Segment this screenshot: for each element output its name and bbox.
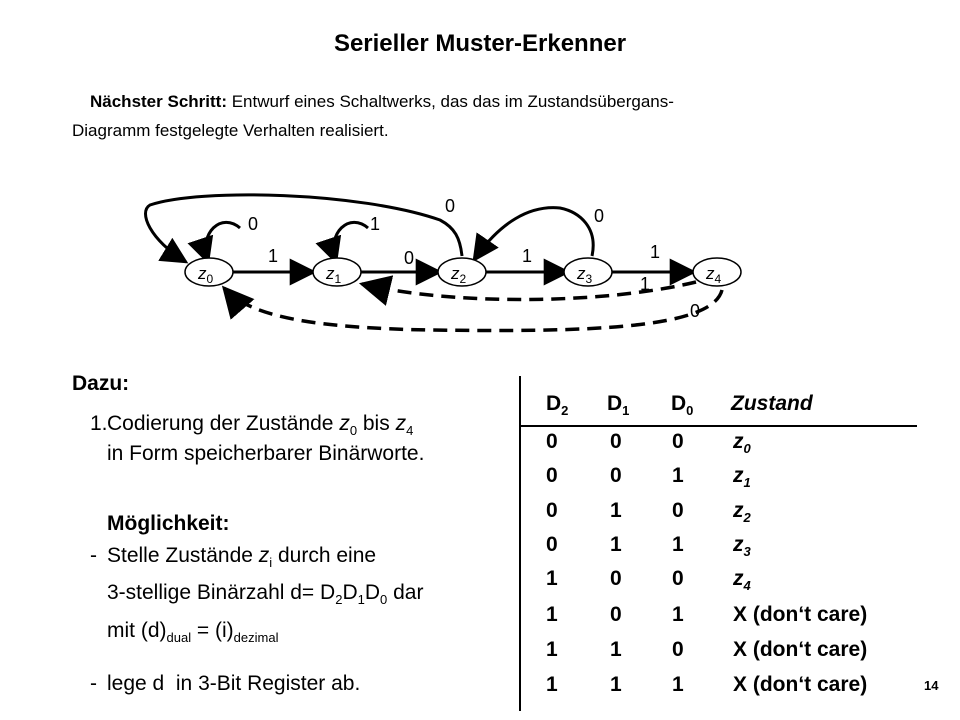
- table-cell: 0: [672, 430, 684, 453]
- state-label-z3: $z_3$: [577, 264, 593, 286]
- table-cell: $z_4$: [733, 567, 751, 594]
- intro-text-1: Entwurf eines Schaltwerks, das das im Zustandsübergans-: [231, 92, 674, 111]
- table-cell: 0: [610, 464, 622, 487]
- edge-z2-z0: [146, 195, 463, 262]
- table-cell: $z_2$: [733, 499, 751, 526]
- intro-label: Nächster Schritt:: [90, 92, 227, 111]
- edge-z1-z1: [334, 222, 368, 262]
- table-cell: 0: [672, 638, 684, 661]
- state-label-z4: $z_4$: [706, 264, 722, 286]
- state-transition-diagram: [0, 0, 960, 340]
- table-cell: 1: [546, 567, 558, 590]
- page-title: Serieller Muster-Erkenner: [333, 30, 627, 57]
- header-zustand: Zustand: [731, 392, 813, 415]
- table-cell: 0: [672, 567, 684, 590]
- table-cell: 1: [672, 464, 684, 487]
- header-d2: $D_2$: [546, 392, 569, 419]
- state-label-z2: $z_2$: [451, 264, 467, 286]
- table-cell: 1: [546, 673, 558, 696]
- table-cell: 1: [610, 638, 622, 661]
- moeglichkeit-heading: Möglichkeit:: [107, 512, 230, 535]
- edge-label-z2-z0: 0: [445, 196, 456, 216]
- item1-number: 1.: [90, 412, 108, 435]
- table-cell: $z_3$: [733, 533, 751, 560]
- table-cell: 1: [546, 603, 558, 626]
- header-d0: $D_0$: [671, 392, 694, 419]
- bullet1-line1: Stelle Zustände $z_i$ durch eine: [107, 544, 377, 571]
- table-cell: $z_0$: [733, 430, 751, 457]
- table-cell: X (don‘t care): [733, 638, 868, 661]
- table-header-line: [519, 425, 917, 427]
- table-cell: 0: [610, 603, 622, 626]
- edge-label-z3-z4: 1: [650, 242, 661, 262]
- dazu-heading: Dazu:: [72, 372, 130, 395]
- table-cell: 0: [546, 464, 558, 487]
- edge-z3-z2: [474, 208, 593, 260]
- edge-label-z0-z0: 0: [248, 214, 259, 234]
- edge-label-z2-z3: 1: [522, 246, 533, 266]
- table-cell: 0: [546, 533, 558, 556]
- header-d1: $D_1$: [607, 392, 630, 419]
- table-cell: 0: [610, 567, 622, 590]
- table-cell: X (don‘t care): [733, 673, 868, 696]
- bullet-dash-1: -: [90, 544, 97, 567]
- edge-label-z3-z2: 0: [594, 206, 605, 226]
- state-label-z0: $z_0$: [198, 264, 214, 286]
- edge-label-z0-z1: 1: [268, 246, 279, 266]
- table-cell: X (don‘t care): [733, 603, 868, 626]
- table-cell: 0: [610, 430, 622, 453]
- state-label-z1: $z_1$: [326, 264, 342, 286]
- edge-label-z1-z1: 1: [370, 214, 381, 234]
- table-cell: 0: [672, 499, 684, 522]
- table-cell: 1: [672, 533, 684, 556]
- table-cell: 0: [546, 499, 558, 522]
- table-cell: $z_1$: [733, 464, 751, 491]
- page-number: 14: [924, 678, 939, 693]
- edge-label-z1-z2: 0: [404, 248, 415, 268]
- item1-line1: Codierung der Zustände $z_0$ bis $z_4$: [107, 412, 414, 439]
- bullet2-text: lege d in 3-Bit Register ab.: [107, 672, 361, 695]
- table-cell: 1: [610, 533, 622, 556]
- table-cell: 1: [610, 499, 622, 522]
- edge-z4-z0: [224, 288, 722, 331]
- bullet-dash-2: -: [90, 672, 97, 695]
- edge-label-z4-z0: 0: [690, 301, 701, 321]
- table-cell: 1: [610, 673, 622, 696]
- edge-label-z4-z1: 1: [640, 274, 651, 294]
- table-cell: 0: [546, 430, 558, 453]
- item1-line2: in Form speicherbarer Binärworte.: [107, 442, 425, 465]
- bullet1-line3: mit $(d)_{dual} = (i)_{dezimal}$: [107, 619, 279, 646]
- table-cell: 1: [546, 638, 558, 661]
- intro-text-2: Diagramm festgelegte Verhalten realisiert.: [72, 121, 389, 140]
- table-cell: 1: [672, 603, 684, 626]
- bullet1-line2: 3-stellige Binärzahl $d= D_2D_1D_0$ dar: [107, 581, 424, 608]
- table-cell: 1: [672, 673, 684, 696]
- edge-z0-z0: [206, 222, 240, 262]
